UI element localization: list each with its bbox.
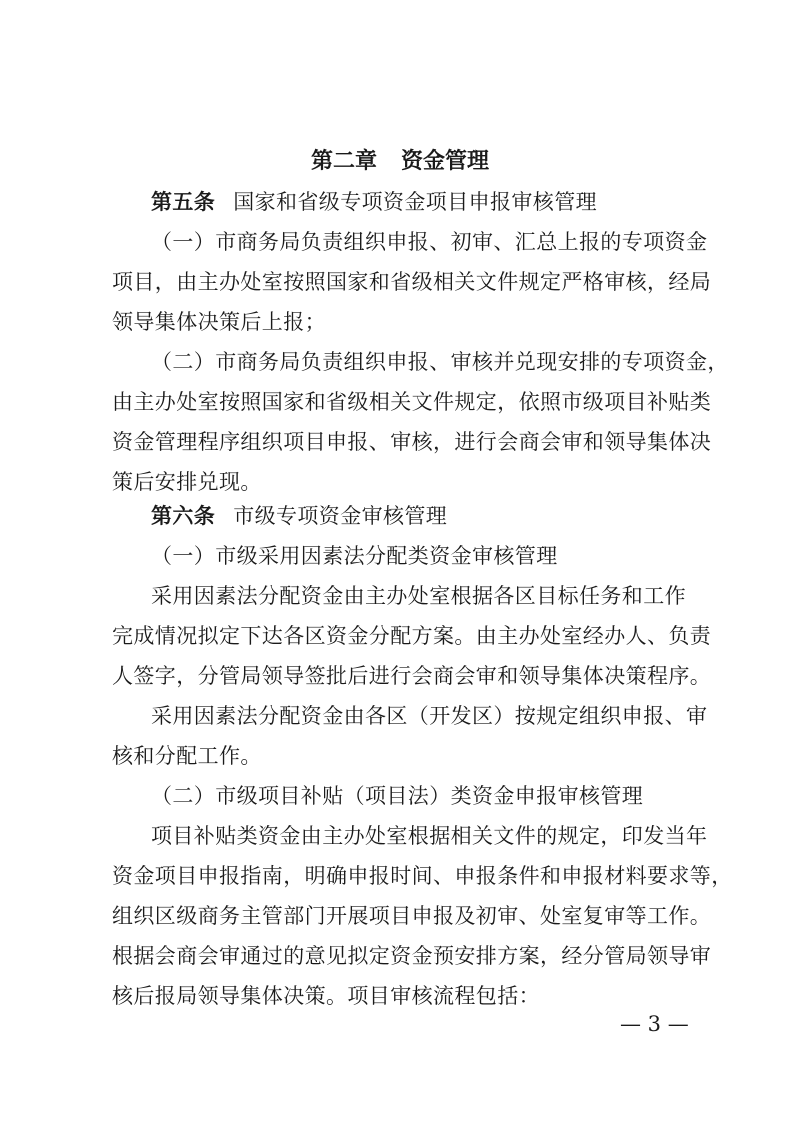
article5-title: 国家和省级专项资金项目申报审核管理 xyxy=(233,190,598,214)
article5-item1-line: 项目，由主办处室按照国家和省级相关文件规定严格审核，经局 xyxy=(112,270,712,294)
article6-heading xyxy=(151,496,447,536)
article6-para1-line: 采用因素法分配资金由主办处室根据各区目标任务和工作 xyxy=(151,584,686,608)
article6-para3-line: 根据会商会审通过的意见拟定资金预安排方案，经分管局领导审 xyxy=(112,944,712,968)
article5-item2-line: 策后安排兑现。 xyxy=(112,470,262,494)
article5-item2-line: 资金管理程序组织项目申报、审核，进行会商会审和领导集体决 xyxy=(112,430,712,454)
article5-label: 第五条 xyxy=(151,190,216,214)
article6-sub1-heading: （一）市级采用因素法分配类资金审核管理 xyxy=(151,544,558,568)
article5-item1-line: 领导集体决策后上报； xyxy=(112,310,326,334)
chapter-title xyxy=(0,142,800,182)
page-number: — 3 — xyxy=(620,1012,689,1036)
article5-heading xyxy=(151,182,597,222)
article6-label: 第六条 xyxy=(151,504,216,528)
article6-para3-line: 项目补贴类资金由主办处室根据相关文件的规定，印发当年 xyxy=(151,824,708,848)
chapter-name: 资金管理 xyxy=(401,149,490,174)
article6-title: 市级专项资金审核管理 xyxy=(233,504,448,528)
chapter-number: 第二章 xyxy=(310,149,377,174)
article6-para3-line: 核后报局领导集体决策。项目审核流程包括： xyxy=(112,984,540,1008)
article5-item2-line: 由主办处室按照国家和省级相关文件规定，依照市级项目补贴类 xyxy=(112,390,712,414)
article5-item2-line: （二）市商务局负责组织申报、审核并兑现安排的专项资金， xyxy=(151,350,729,374)
article6-para3-line: 组织区级商务主管部门开展项目申报及初审、处室复审等工作。 xyxy=(112,904,712,928)
article5-item1-line: （一）市商务局负责组织申报、初审、汇总上报的专项资金 xyxy=(151,230,708,254)
article6-para1-line: 人签字，分管局领导签批后进行会商会审和领导集体决策程序。 xyxy=(112,664,712,688)
article6-para2-line: 核和分配工作。 xyxy=(112,744,262,768)
article6-para1-line: 完成情况拟定下达各区资金分配方案。由主办处室经办人、负责 xyxy=(112,624,712,648)
article6-para3-line: 资金项目申报指南，明确申报时间、申报条件和申报材料要求等， xyxy=(112,864,733,888)
article6-sub2-heading: （二）市级项目补贴（项目法）类资金申报审核管理 xyxy=(151,784,644,808)
article6-para2-line: 采用因素法分配资金由各区（开发区）按规定组织申报、审 xyxy=(151,704,708,728)
